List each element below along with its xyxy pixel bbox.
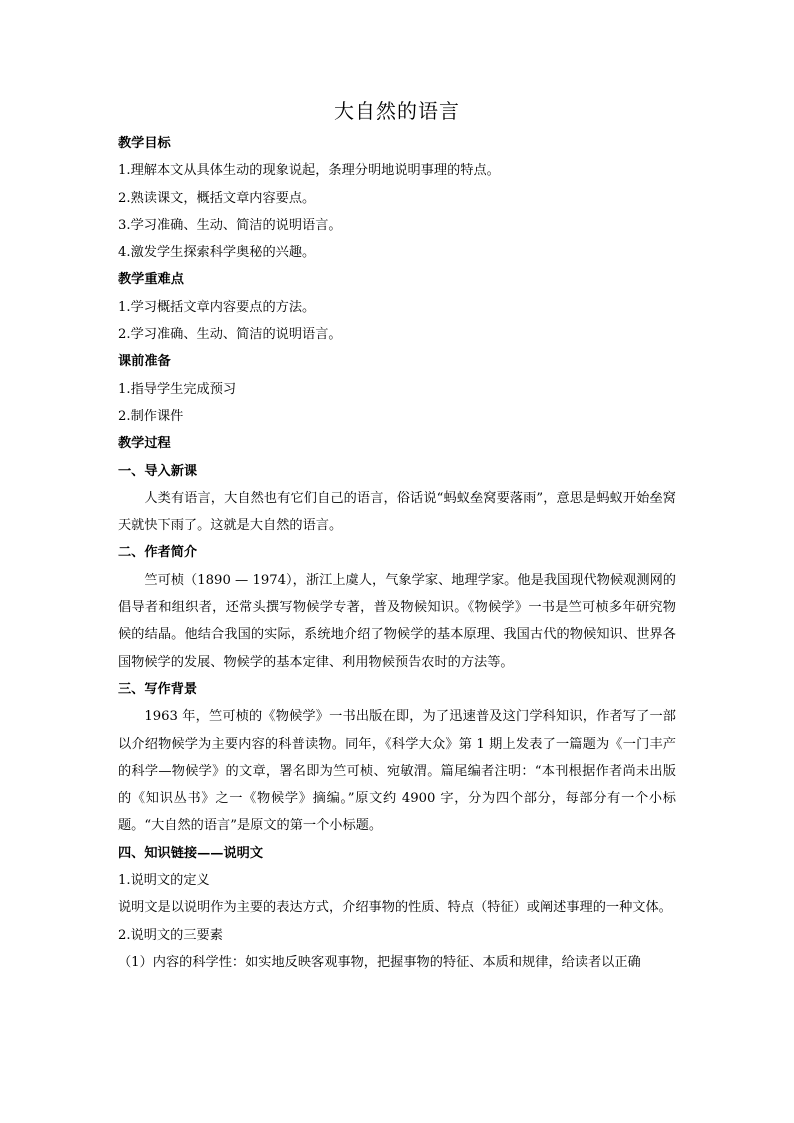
knowledge-definition-paragraph: 说明文是以说明作为主要的表达方式，介绍事物的性质、特点（特征）或阐述事理的一种文体。 [118,900,672,916]
section-heading-process: 教学过程 [118,436,171,452]
background-paragraph: 1963 年，竺可桢的《物候学》一书出版在即，为了迅速普及这门学科知识，作者写了一部以介绍物候学为主要内容的科普读物。同年，《科学大众》第 1 期上发表了一篇题为《一门丰产的科学—物候学》的文章，署名即为竺可桢、宛敏渭。篇尾编者注明：“本刊根据作者尚未出版的《知识丛书》之一《物候学》摘编。”原文约 4900 字，分为四个部分，每部分有一个小标题。“大自然的语言”是原文的第一个小标题。 [118,709,676,834]
document-page [118,96,676,976]
objective-item: 4.激发学生探索科学奥秘的兴趣。 [118,245,316,261]
objective-item: 2.熟读课文，概括文章内容要点。 [118,190,316,206]
knowledge-subtitle-elements: 2.说明文的三要素 [118,927,223,943]
section-heading-author: 二、作者简介 [118,545,198,561]
section-heading-intro: 一、导入新课 [118,463,198,479]
preparation-item: 2.制作课件 [118,408,184,424]
document-title: 大自然的语言 [334,99,460,123]
key-point-item: 1.学习概括文章内容要点的方法。 [118,299,316,315]
objective-item: 3.学习准确、生动、简洁的说明语言。 [118,217,342,233]
objective-item: 1.理解本文从具体生动的现象说起，条理分明地说明事理的特点。 [118,163,500,179]
author-paragraph: 竺可桢（1890 — 1974），浙江上虞人，气象学家、地理学家。他是我国现代物候观测网的倡导者和组织者，还常头撰写物候学专著，普及物候知识。《物候学》一书是竺可桢多年研究物候的结晶。他结合我国的实际，系统地介绍了物候学的基本原理、我国古代的物候知识、世界各国物候学的发展、物候学的基本定律、利用物候预告农时的方法等。 [118,572,676,670]
preparation-item: 1.指导学生完成预习 [118,381,237,397]
key-point-item: 2.学习准确、生动、简洁的说明语言。 [118,327,342,343]
section-heading-objectives: 教学目标 [118,136,171,151]
section-heading-key-points: 教学重难点 [118,272,184,288]
section-heading-knowledge: 四、知识链接——说明文 [118,845,264,861]
knowledge-subtitle-definition: 1.说明文的定义 [118,873,210,889]
section-heading-preparation: 课前准备 [118,354,171,370]
knowledge-element-item: （1）内容的科学性：如实地反映客观事物，把握事物的特征、本质和规律，给读者以正确 [118,954,641,970]
section-heading-background: 三、写作背景 [118,681,198,697]
intro-paragraph: 人类有语言，大自然也有它们自己的语言，俗话说“蚂蚁垒窝要落雨”，意思是蚂蚁开始垒窝天就快下雨了。这就是大自然的语言。 [118,490,676,534]
